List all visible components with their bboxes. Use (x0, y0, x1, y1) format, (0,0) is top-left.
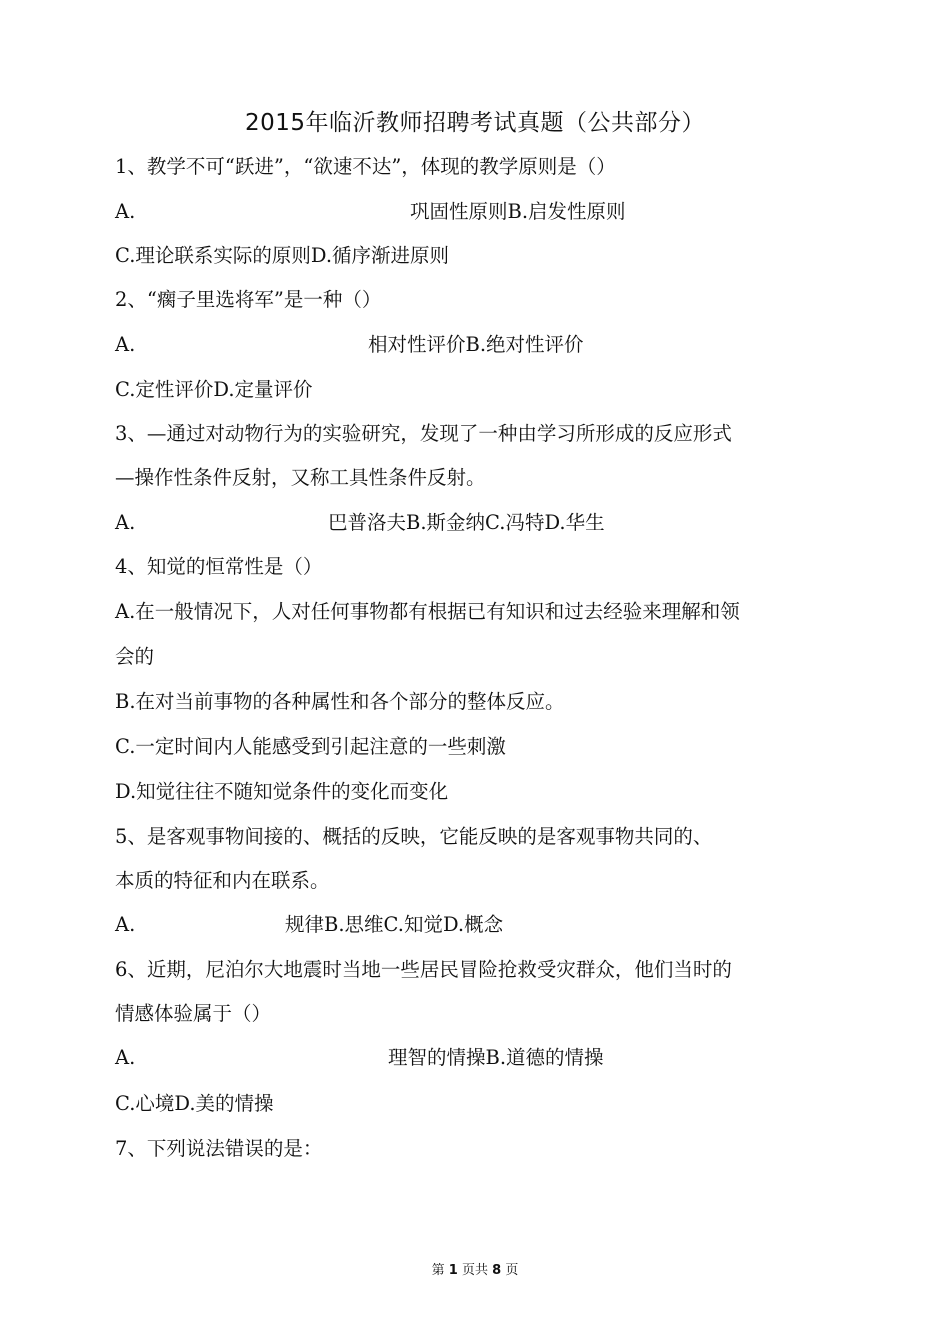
question-7-stem: 7、下列说法错误的是： (115, 1137, 323, 1160)
question-2-options-ab: 相对性评价B.绝对性评价 (368, 333, 584, 356)
question-6-option-a-label: A. (115, 1046, 136, 1069)
footer-suffix: 页 (505, 1263, 519, 1278)
question-2-option-a-label: A. (115, 333, 136, 356)
question-1-options-ab: 巩固性原则B.启发性原则 (410, 200, 626, 223)
question-3-options: 巴普洛夫B.斯金纳C.冯特D.华生 (328, 511, 605, 534)
question-1-options-cd: C.理论联系实际的原则D.循序渐进原则 (115, 244, 450, 267)
question-4-option-a-line-1: A.在一般情况下，人对任何事物都有根据已有知识和过去经验来理解和领 (115, 600, 740, 623)
question-2-stem: 2、“瘸子里选将军”是一种（） (115, 288, 382, 311)
question-6-options-ab: 理智的情操B.道德的情操 (388, 1046, 604, 1069)
footer-total-pages: 8 (492, 1263, 502, 1278)
question-5-stem-line-1: 5、是客观事物间接的、概括的反映，它能反映的是客观事物共同的、 (115, 825, 713, 848)
question-2-options-cd: C.定性评价D.定量评价 (115, 378, 313, 401)
question-6-stem-line-2: 情感体验属于（） (115, 1002, 272, 1025)
question-4-option-a-line-2: 会的 (115, 645, 155, 668)
footer-page-number: 1 (448, 1263, 458, 1278)
question-4-option-c: C.一定时间内人能感受到引起注意的一些刺激 (115, 735, 506, 758)
footer-prefix: 第 (431, 1263, 445, 1278)
footer-middle: 页共 (461, 1263, 488, 1278)
question-6-options-cd: C.心境D.美的情操 (115, 1092, 274, 1115)
page-title: 2015年临沂教师招聘考试真题（公共部分） (244, 110, 706, 136)
question-4-option-d: D.知觉往往不随知觉条件的变化而变化 (115, 780, 449, 803)
question-5-stem-line-2: 本质的特征和内在联系。 (115, 869, 330, 892)
question-3-stem-line-1: 3、—通过对动物行为的实验研究，发现了一种由学习所形成的反应形式 (115, 422, 732, 445)
question-5-options: 规律B.思维C.知觉D.概念 (285, 913, 504, 936)
question-4-stem: 4、知觉的恒常性是（） (115, 555, 323, 578)
question-1-stem: 1、教学不可“跃进”，“欲速不达”，体现的教学原则是（） (115, 155, 616, 178)
question-1-option-a-label: A. (115, 200, 136, 223)
question-4-option-b: B.在对当前事物的各种属性和各个部分的整体反应。 (115, 690, 565, 713)
question-3-option-a-label: A. (115, 511, 136, 534)
page-footer (0, 1259, 950, 1278)
question-3-stem-line-2: —操作性条件反射，又称工具性条件反射。 (115, 466, 486, 489)
question-6-stem-line-1: 6、近期，尼泊尔大地震时当地一些居民冒险抢救受灾群众，他们当时的 (115, 958, 732, 981)
question-5-option-a-label: A. (115, 913, 136, 936)
